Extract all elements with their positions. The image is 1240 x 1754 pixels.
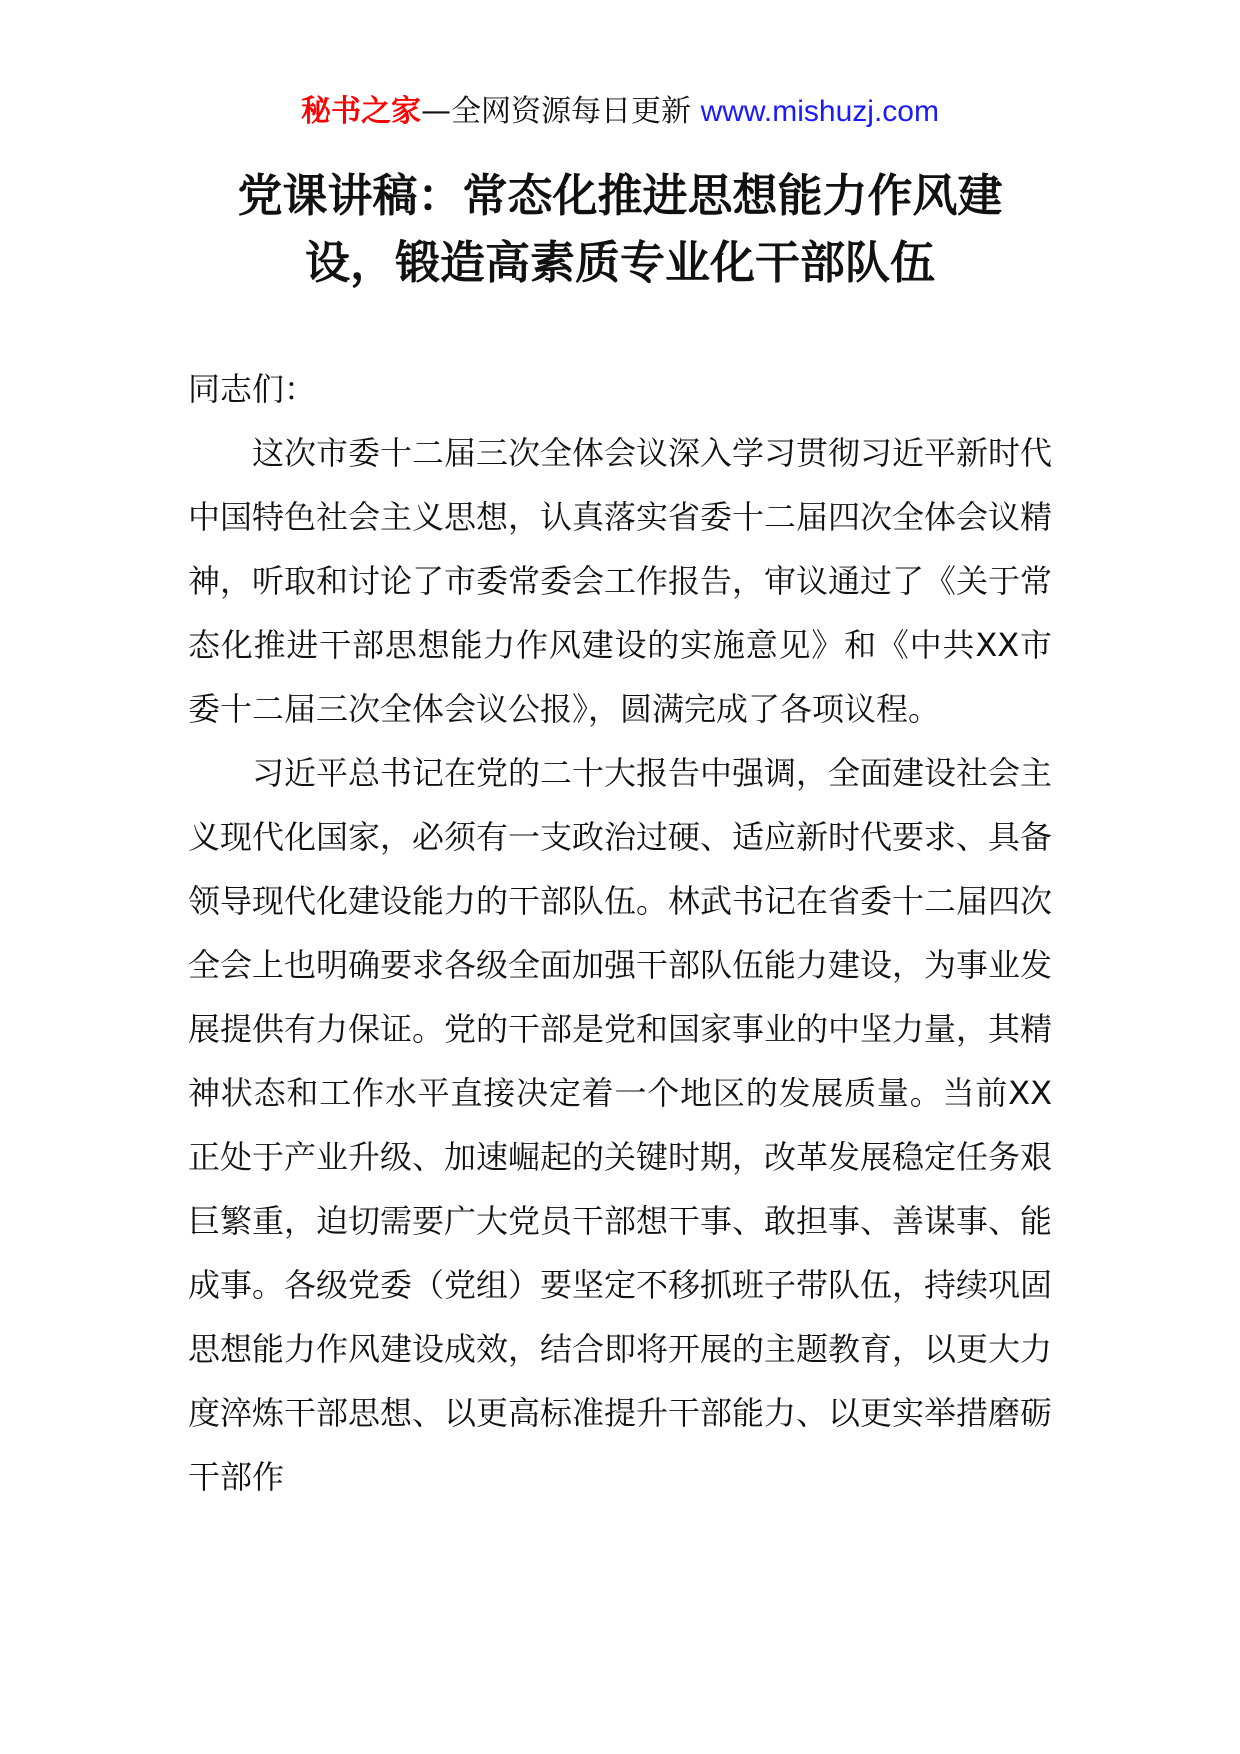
- title-line-2: 设，锻造高素质专业化干部队伍: [304, 236, 935, 289]
- site-brand: 秘书之家: [301, 94, 422, 129]
- paragraph-1: 这次市委十二届三次全体会议深入学习贯彻习近平新时代中国特色社会主义思想，认真落实省委十二届四次全体会议精神，听取和讨论了市委常委会工作报告，审议通过了《关于常态化推进干部思想能力作风建设的实施意见》和《中共XX市委十二届三次全体会议公报》，圆满完成了各项议程。: [188, 434, 1053, 728]
- document-body: [188, 357, 1052, 1509]
- title-line-1: 党课讲稿：常态化推进思想能力作风建: [237, 169, 1003, 222]
- site-tagline: —全网资源每日更新: [421, 94, 692, 129]
- paragraph-2: 习近平总书记在党的二十大报告中强调，全面建设社会主义现代化国家，必须有一支政治过硬、适应新时代要求、具备领导现代化建设能力的干部队伍。林武书记在省委十二届四次全会上也明确要求各级全面加强干部队伍能力建设，为事业发展提供有力保证。党的干部是党和国家事业的中坚力量，其精神状态和工作水平直接决定着一个地区的发展质量。当前XX正处于产业升级、加速崛起的关键时期，改革发展稳定任务艰巨繁重，迫切需要广大党员干部想干事、敢担事、善谋事、能成事。各级党委（党组）要坚定不移抓班子带队伍，持续巩固思想能力作风建设成效，结合即将开展的主题教育，以更大力度淬炼干部思想、以更高标准提升干部能力、以更实举措磨砺干部作: [188, 754, 1053, 1496]
- site-url-link[interactable]: www.mishuzj.com: [700, 95, 939, 128]
- document-title: [150, 162, 1090, 296]
- salutation: 同志们：: [188, 370, 317, 408]
- site-header: [0, 92, 1240, 132]
